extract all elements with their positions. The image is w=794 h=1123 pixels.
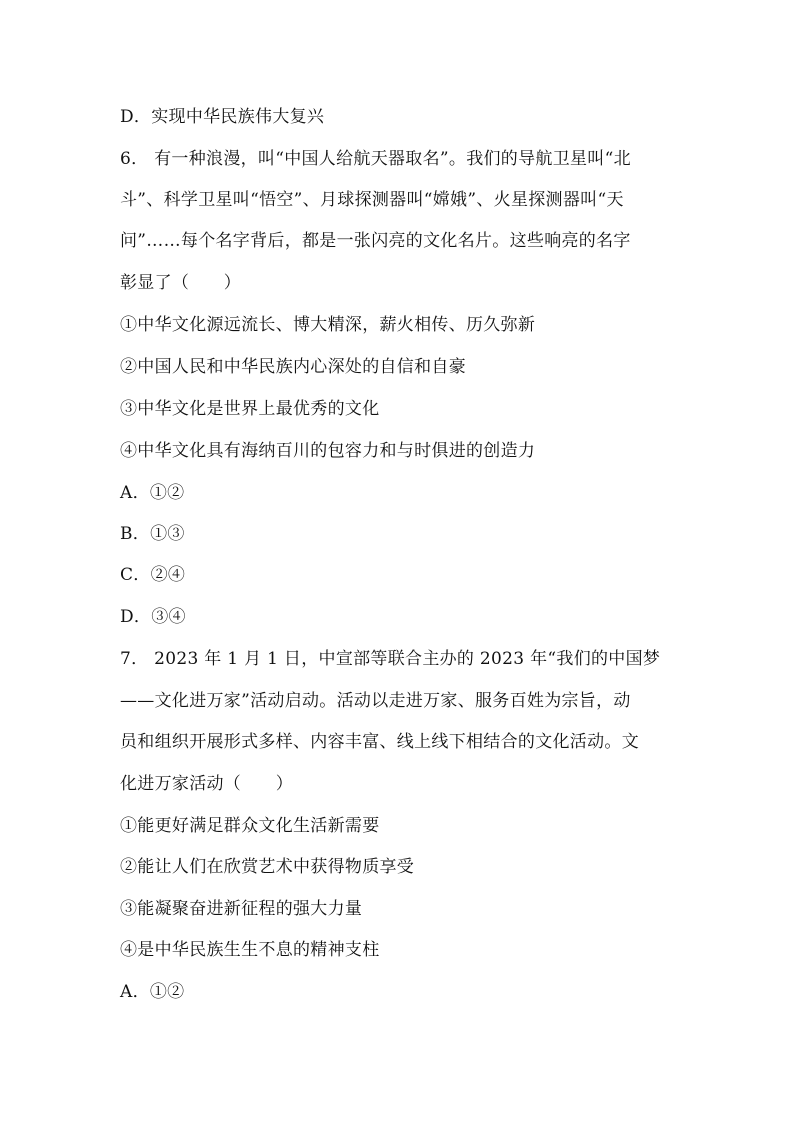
q6-stem-line-3: 问”……每个名字背后，都是一张闪亮的文化名片。这些响亮的名字: [120, 231, 631, 251]
q7-stem-line-1: 7． 2023 年 1 月 1 日，中宣部等联合主办的 2023 年“我们的中国梦: [120, 649, 661, 669]
q6-stem-line-1: 6． 有一种浪漫，叫“中国人给航天器取名”。我们的导航卫星叫“北: [120, 149, 631, 169]
q7-statement-2: ②能让人们在欣赏艺术中获得物质享受: [120, 857, 415, 877]
q6-statement-3: ③中华文化是世界上最优秀的文化: [120, 399, 380, 419]
q6-statement-4: ④中华文化具有海纳百川的包容力和与时俱进的创造力: [120, 441, 536, 461]
q7-statement-1: ①能更好满足群众文化生活新需要: [120, 816, 380, 836]
q6-statement-2: ②中国人民和中华民族内心深处的自信和自豪: [120, 357, 466, 377]
q6-stem-line-4: 彰显了（ ）: [120, 273, 242, 293]
q6-stem-line-2: 斗”、科学卫星叫“悟空”、月球探测器叫“嫦娥”、火星探测器叫“天: [120, 190, 624, 210]
q7-stem-line-3: 员和组织开展形式多样、内容丰富、线上线下相结合的文化活动。文: [120, 732, 639, 752]
q7-stem-line-4: 化进万家活动（ ）: [120, 774, 293, 794]
q6-option-a: A．①②: [120, 483, 185, 503]
q7-statement-3: ③能凝聚奋进新征程的强大力量: [120, 899, 363, 919]
q6-option-d: D．③④: [120, 607, 186, 627]
q7-stem-line-2: ——文化进万家”活动启动。活动以走进万家、服务百姓为宗旨，动: [120, 691, 631, 711]
q5-option-d: D．实现中华民族伟大复兴: [120, 107, 325, 127]
q6-option-c: C．②④: [120, 565, 186, 585]
q6-option-b: B．①③: [120, 524, 185, 544]
q7-statement-4: ④是中华民族生生不息的精神支柱: [120, 940, 380, 960]
q7-option-a: A．①②: [120, 982, 185, 1002]
q6-statement-1: ①中华文化源远流长、博大精深，薪火相传、历久弥新: [120, 315, 536, 335]
